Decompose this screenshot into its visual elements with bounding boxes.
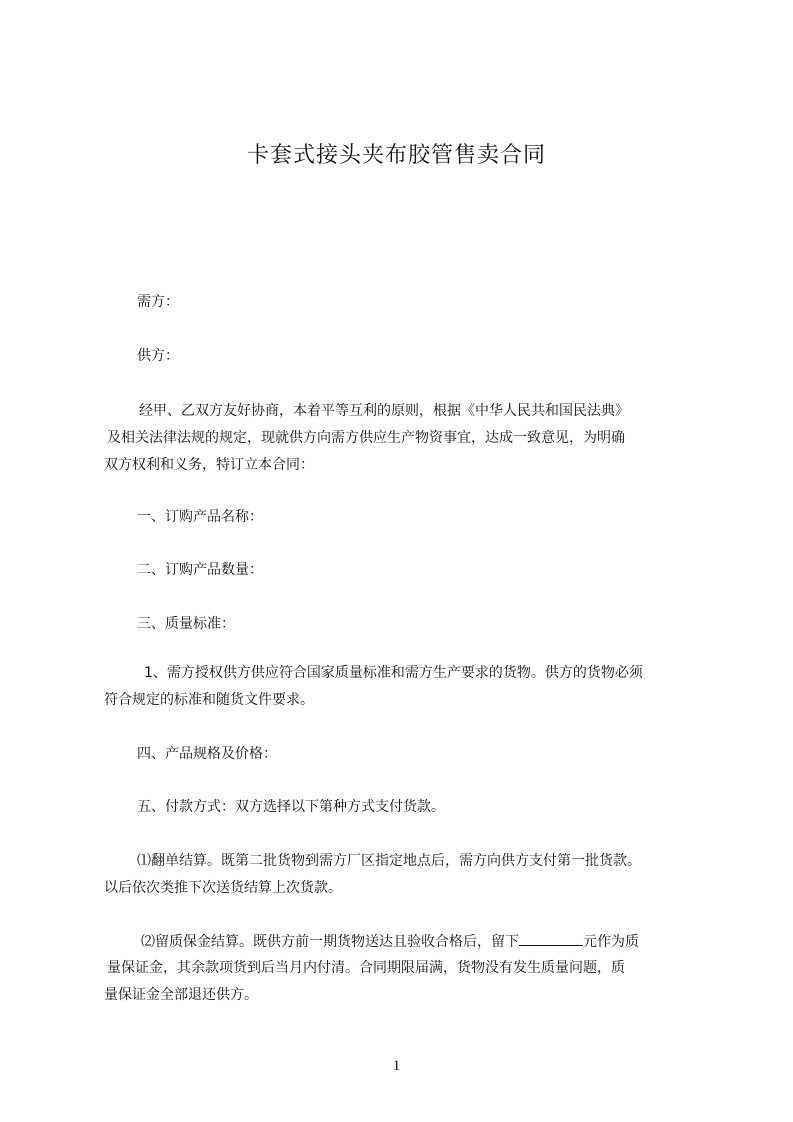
section-2-heading: 二、订购产品数量： (137, 562, 263, 578)
intro-line-2: 及相关法律法规的规定，现就供方向需方供应生产物资事宜，达成一致意见，为明确 (107, 430, 625, 446)
document-title: 卡套式接头夹布胶管售卖合同 (246, 143, 546, 168)
payment-option-1-line-1: ⑴翻单结算。既第二批货物到需方厂区指定地点后，需方向供方支付第一批货款。 (137, 853, 641, 869)
payment-option-2-text-after: 元作为质 (583, 934, 639, 950)
section-1-heading: 一、订购产品名称： (137, 509, 263, 525)
section-3-heading: 三、质量标准： (137, 616, 235, 632)
payment-option-2-line-3: 量保证金全部退还供方。 (104, 987, 258, 1003)
page-number: 1 (392, 1058, 401, 1074)
buyer-label: 需方： (137, 294, 179, 310)
clause-3-1-line-1: 1、需方授权供方供应符合国家质量标准和需方生产要求的货物。供方的货物必须 (144, 665, 643, 681)
payment-option-1-line-2: 以后依次类推下次送货结算上次货款。 (104, 880, 342, 896)
intro-line-3: 双方权利和义务，特订立本合同： (104, 457, 314, 473)
payment-option-2-line-2: 量保证金，其余款项货到后当月内付清。合同期限届满，货物没有发生质量问题，质 (107, 960, 625, 976)
section-4-heading: 四、产品规格及价格： (137, 746, 277, 762)
payment-option-2-line-1 (141, 931, 639, 952)
payment-option-2-text-before: ⑵留质保金结算。既供方前一期货物送达且验收合格后，留下 (141, 934, 519, 950)
seller-label: 供方： (137, 348, 179, 364)
intro-line-1: 经甲、乙双方友好协商，本着平等互利的原则，根据《中华人民共和国民法典》 (139, 403, 629, 419)
section-5-heading: 五、付款方式：双方选择以下第种方式支付货款。 (137, 799, 445, 815)
clause-3-1-line-2: 符合规定的标准和随货文件要求。 (104, 692, 314, 708)
amount-blank (519, 931, 583, 946)
